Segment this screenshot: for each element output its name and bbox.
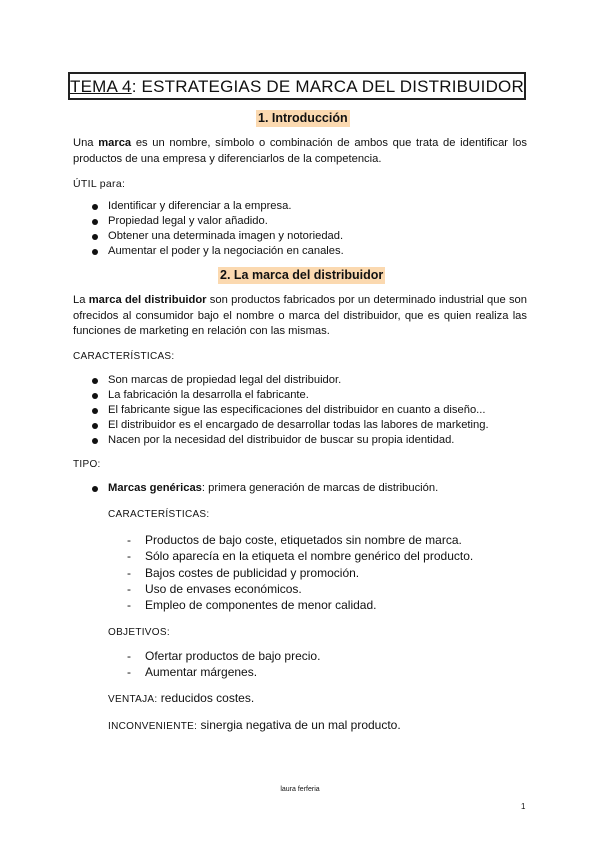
tipo-text: : primera generación de marcas de distribución. [201, 482, 439, 494]
document-title [68, 72, 526, 100]
section-1-heading: 1. Introducción [258, 111, 348, 125]
ventaja-label: VENTAJA: [108, 694, 158, 705]
list-item: Aumentar el poder y la negociación en canales. [90, 244, 344, 259]
util-label: ÚTIL para: [73, 178, 126, 190]
list-item: La fabricación la desarrolla el fabricante. [90, 388, 489, 403]
list-item: Nacen por la necesidad del distribuidor de buscar su propia identidad. [90, 433, 489, 448]
list-item [90, 481, 438, 496]
inconveniente-line [108, 717, 401, 735]
list-item: - Empleo de componentes de menor calidad. [125, 597, 473, 613]
list-item: Obtener una determinada imagen y notoriedad. [90, 229, 344, 244]
title-text: : ESTRATEGIAS DE MARCA DEL DISTRIBUIDOR [131, 77, 524, 96]
list-item: - Sólo aparecía en la etiqueta el nombre genérico del producto. [125, 548, 473, 564]
intro-text-start: La [73, 294, 89, 306]
intro-bold-term: marca [98, 137, 132, 149]
intro-text-end: son productos fabricados por un determinado industrial que son ofrecidos al consumidor bajo el nombre o marca del distribuidor, que es quien realiza las funciones de marketing en relación con las mismas. [73, 294, 527, 337]
list-item: - Bajos costes de publicidad y promoción. [125, 565, 473, 581]
list-item: - Uso de envases económicos. [125, 581, 473, 597]
inconveniente-text: sinergia negativa de un mal producto. [197, 718, 401, 732]
caracteristicas-label: CARACTERÍSTICAS: [73, 351, 175, 362]
section-2-intro [73, 293, 527, 340]
ventaja-text: reducidos costes. [157, 691, 255, 705]
sub-caracteristicas-list [125, 532, 473, 613]
tipo-bold-term: Marcas genéricas [108, 482, 202, 494]
intro-bold-term: marca del distribuidor [88, 294, 207, 306]
list-item: - Productos de bajo coste, etiquetados sin nombre de marca. [125, 532, 473, 548]
footer-author: laura ferferia [280, 786, 320, 793]
caracteristicas-list [90, 373, 489, 448]
section-1-intro [73, 136, 527, 167]
list-item: Son marcas de propiedad legal del distribuidor. [90, 373, 489, 388]
objetivos-list [125, 648, 320, 681]
util-list [90, 199, 344, 259]
intro-text-end: es un nombre, símbolo o combinación de ambos que trata de identificar los productos de una empresa y diferenciarlos de la competencia. [73, 137, 527, 165]
list-item: - Ofertar productos de bajo precio. [125, 648, 320, 664]
inconveniente-label: INCONVENIENTE: [108, 721, 198, 732]
list-item: El distribuidor es el encargado de desarrollar todas las labores de marketing. [90, 418, 489, 433]
page-number: 1 [521, 802, 526, 811]
tipo-list [90, 481, 438, 496]
title-prefix: TEMA 4 [70, 77, 132, 96]
tipo-label: TIPO: [73, 459, 101, 470]
intro-text-start: Una [73, 137, 99, 149]
ventaja-line [108, 690, 254, 708]
sub-caracteristicas-label: CARACTERÍSTICAS: [108, 509, 210, 520]
objetivos-label: OBJETIVOS: [108, 627, 170, 638]
list-item: - Aumentar márgenes. [125, 664, 320, 680]
list-item: El fabricante sigue las especificaciones del distribuidor en cuanto a diseño... [90, 403, 489, 418]
list-item: Propiedad legal y valor añadido. [90, 214, 344, 229]
list-item: Identificar y diferenciar a la empresa. [90, 199, 344, 214]
section-2-heading: 2. La marca del distribuidor [220, 268, 384, 282]
